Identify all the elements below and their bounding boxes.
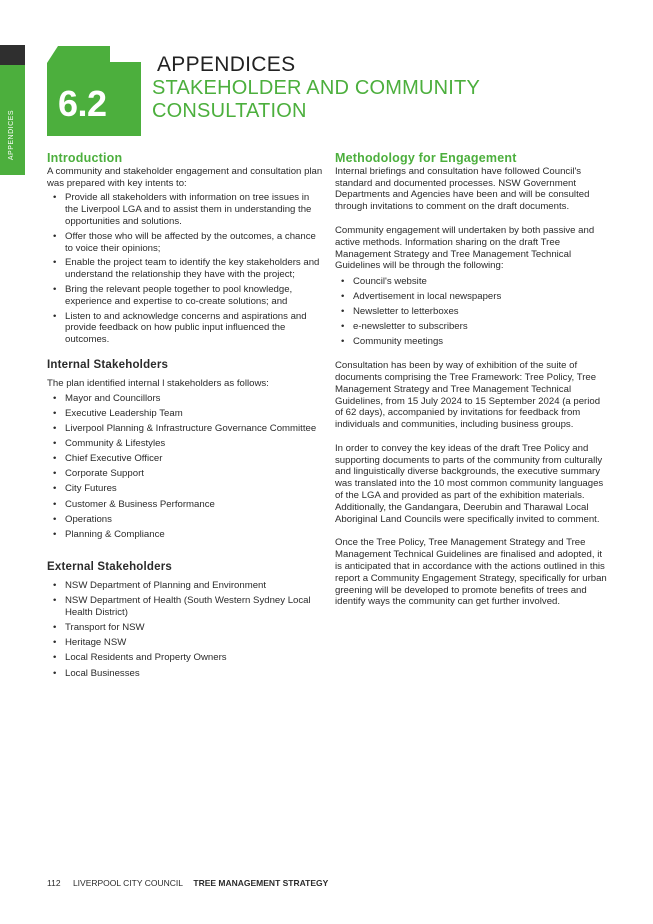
list-item: • Advertisement in local newspapers	[335, 291, 610, 303]
list-item: • Community meetings	[335, 336, 610, 348]
list-item: • City Futures	[47, 483, 325, 495]
list-item: • Community & Lifestyles	[47, 438, 325, 450]
list-item: • Listen to and acknowledge concerns and aspirations and provide feedback on how public input influenced the outcomes.	[47, 311, 325, 346]
list-item: • Bring the relevant people together to pool knowledge, experience and expertise to co-create solutions; and	[47, 284, 325, 308]
list-item: • Heritage NSW	[47, 637, 325, 649]
list-item: • Corporate Support	[47, 468, 325, 480]
side-section-label: APPENDICES	[8, 110, 15, 161]
list-item: • Local Residents and Property Owners	[47, 652, 325, 664]
list-item: • Planning & Compliance	[47, 529, 325, 541]
page-subtitle-line-2: CONSULTATION	[152, 100, 307, 122]
methodology-paragraph: Internal briefings and consultation have followed Council's standard and documented processes. NSW Government Departments and Agencies have been and will be consulted through invitations to comment on the draft documents.	[335, 165, 590, 213]
methodology-paragraph: Community engagement will undertaken by both passive and active methods. Information sharing on the draft Tree Management Strategy and Tree Management Technical Guidelines will be through the following:	[335, 224, 595, 272]
list-item: • Enable the project team to identify the key stakeholders and understand the relationship they have with the project;	[47, 257, 325, 281]
page-subtitle	[152, 77, 480, 123]
external-stakeholders-heading: External Stakeholders	[47, 561, 173, 574]
list-item: • Newsletter to letterboxes	[335, 306, 610, 318]
list-item: • Mayor and Councillors	[47, 393, 325, 405]
methodology-paragraph: Consultation has been by way of exhibition of the suite of documents comprising the Tree Framework: Tree Policy, Tree Management Strategy and Tree Management Technical Guidelines, from 15 July 2024 to 15 September 2024 (a period of 62 days), accompanied by invitations for feedback from individuals and communities, including business groups.	[335, 360, 601, 431]
right-column	[335, 153, 610, 608]
methodology-paragraph: Once the Tree Policy, Tree Management Strategy and Tree Management Technical Guidelines are finalised and adopted, it is anticipated that in accordance with the actions outlined in this report a Community Engagement Strategy, specifically for urban greening will be developed to promote benefits of trees and identify ways the community can get further involved.	[335, 537, 607, 608]
list-item: • Liverpool Planning & Infrastructure Governance Committee	[47, 423, 325, 435]
list-item: • Provide all stakeholders with information on tree issues in the Liverpool LGA and to assist them in understanding the opportunities and solutions.	[47, 192, 325, 227]
side-tab	[0, 45, 25, 65]
introduction-text: A community and stakeholder engagement and consultation plan was prepared with key intents to:	[47, 165, 323, 189]
internal-stakeholders-heading: Internal Stakeholders	[47, 358, 169, 371]
section-number: 6.2	[58, 83, 107, 124]
left-column	[47, 153, 325, 679]
list-item: • NSW Department of Health (South Western Sydney Local Health District)	[47, 595, 325, 619]
list-item: • Council's website	[335, 276, 610, 288]
page-number: 112	[47, 878, 61, 888]
list-item: • Offer those who will be affected by the outcomes, a chance to voice their opinions;	[47, 231, 325, 255]
introduction-list	[47, 192, 325, 346]
list-item: • Operations	[47, 514, 325, 526]
internal-stakeholders-list	[47, 393, 325, 541]
internal-stakeholders-text: The plan identified internal l stakeholders as follows:	[47, 377, 269, 389]
list-item: • NSW Department of Planning and Environment	[47, 580, 325, 592]
introduction-heading: Introduction	[47, 151, 123, 165]
list-item: • Executive Leadership Team	[47, 408, 325, 420]
page-title: APPENDICES	[157, 53, 296, 76]
page-footer	[47, 878, 328, 888]
list-item: • Local Businesses	[47, 668, 325, 680]
page-subtitle-line-1: STAKEHOLDER AND COMMUNITY	[152, 77, 480, 99]
methodology-heading: Methodology for Engagement	[335, 151, 517, 165]
methodology-paragraph: In order to convey the key ideas of the draft Tree Policy and supporting documents to parts of the community from culturally and linguistically diverse backgrounds, the executive summary was translated into the 10 most common community languages of the LGA and provided as part of the exhibition materials. Additionally, the Gandangara, Deerubin and Tharawal Local Aboriginal Land Councils were specifically invited to comment.	[335, 442, 604, 525]
list-item: • Transport for NSW	[47, 622, 325, 634]
list-item: • e-newsletter to subscribers	[335, 321, 610, 333]
list-item: • Customer & Business Performance	[47, 499, 325, 511]
footer-organisation: LIVERPOOL CITY COUNCIL	[72, 878, 183, 888]
footer-document-title: TREE MANAGEMENT STRATEGY	[193, 878, 329, 888]
methodology-list	[335, 276, 610, 349]
external-stakeholders-list	[47, 580, 325, 679]
list-item: • Chief Executive Officer	[47, 453, 325, 465]
